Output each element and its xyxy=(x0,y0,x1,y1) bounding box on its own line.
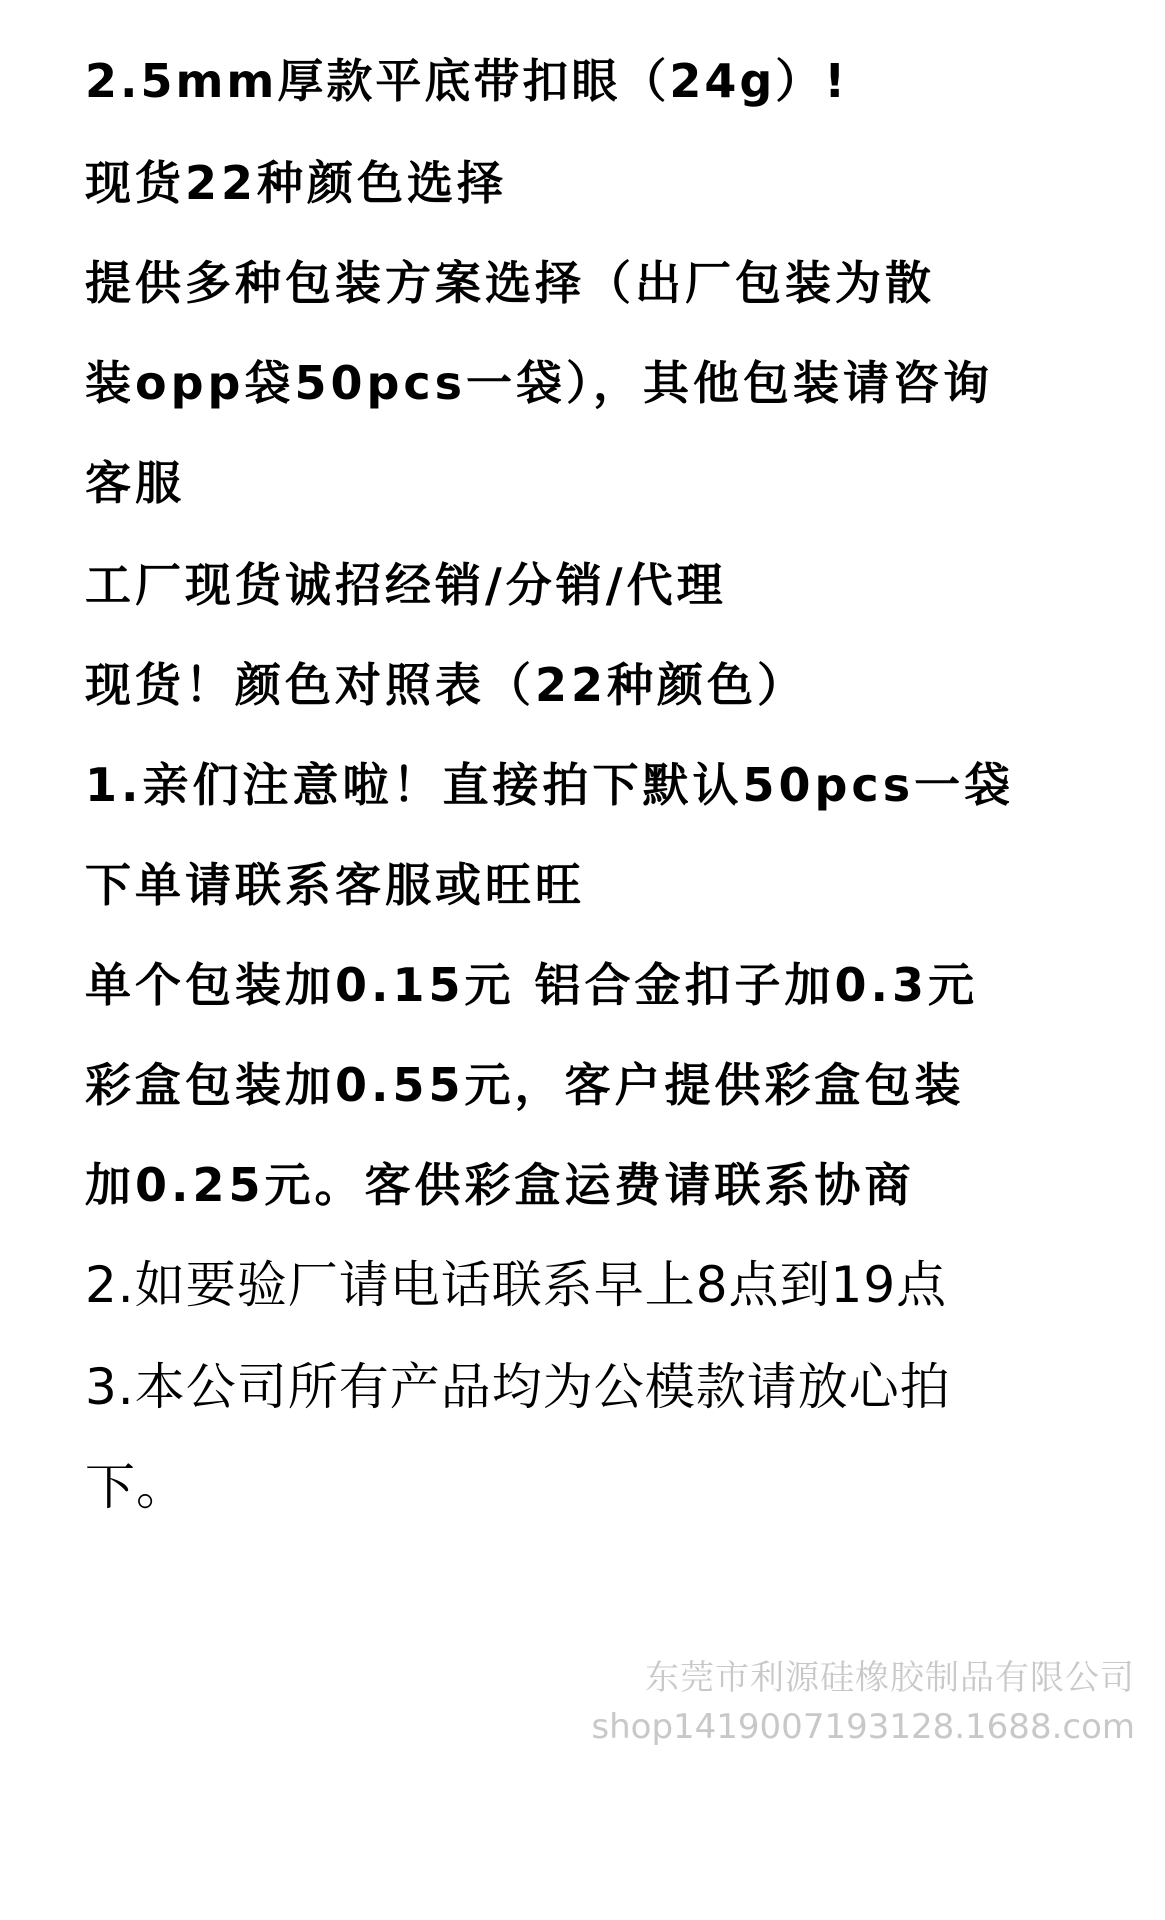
notice-line-thickness: 2.5mm厚款平底带扣眼（24g）! xyxy=(85,54,849,108)
notice-line-packaging-2: 装opp袋50pcs一袋），其他包装请咨询 xyxy=(85,356,994,410)
notice-line-colors: 现货22种颜色选择 xyxy=(85,156,508,210)
notice-line-color-chart: 现货！颜色对照表（22种颜色） xyxy=(85,658,808,712)
notice-line-dealers: 工厂现货诚招经销/分销/代理 xyxy=(85,558,727,612)
notice-line-color-box: 彩盒包装加0.55元，客户提供彩盒包装 xyxy=(85,1058,965,1112)
watermark-company: 东莞市利源硅橡胶制品有限公司 xyxy=(645,1658,1135,1698)
notice-line-attention: 1.亲们注意啦！直接拍下默认50pcs一袋 xyxy=(85,758,1015,812)
notice-line-factory-visit: 2.如要验厂请电话联系早上8点到19点 xyxy=(85,1256,948,1314)
notice-line-single-pack: 单个包装加0.15元 铝合金扣子加0.3元 xyxy=(85,958,978,1012)
watermark-url: shop1419007193128.1688.com xyxy=(591,1707,1135,1747)
notice-line-public-mold-1: 3.本公司所有产品均为公模款请放心拍 xyxy=(85,1358,951,1416)
notice-line-packaging-3: 客服 xyxy=(85,456,185,510)
notice-line-public-mold-2: 下。 xyxy=(85,1458,187,1516)
notice-line-order: 下单请联系客服或旺旺 xyxy=(85,858,585,912)
notice-line-customer-box: 加0.25元。客供彩盒运费请联系协商 xyxy=(85,1158,915,1212)
notice-line-packaging-1: 提供多种包装方案选择（出厂包装为散 xyxy=(85,256,935,310)
